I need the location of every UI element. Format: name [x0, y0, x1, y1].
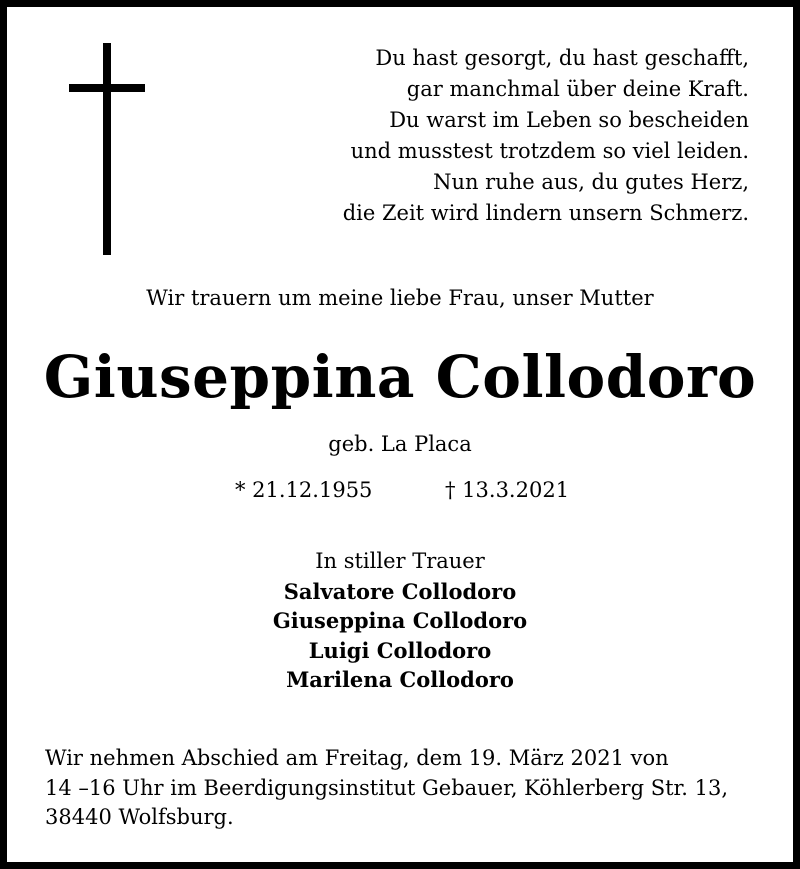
farewell-line: Wir nehmen Abschied am Freitag, dem 19. März 2021 von — [45, 746, 669, 770]
mourner-name: Luigi Collodoro — [308, 637, 492, 663]
poem-line: und musstest trotzdem so viel leiden. — [350, 139, 749, 163]
birth-date: * 21.12.1955 — [235, 478, 373, 502]
cross-horizontal-bar — [69, 84, 145, 92]
death-date: † 13.3.2021 — [445, 478, 570, 502]
mourner-name: Marilena Collodoro — [286, 667, 514, 692]
deceased-name: Giuseppina Collodoro — [43, 343, 757, 411]
mourner-name: Salvatore Collodoro — [283, 578, 517, 604]
maiden-name: geb. La Placa — [328, 432, 472, 456]
cross-icon — [69, 43, 145, 255]
farewell-line: 14 –16 Uhr im Beerdigungsinstitut Gebauer, Köhlerberg Str. 13, — [45, 775, 728, 800]
poem-line: Nun ruhe aus, du gutes Herz, — [433, 170, 749, 194]
poem-line: Du warst im Leben so bescheiden — [389, 108, 749, 132]
poem-line: Du hast gesorgt, du hast geschafft, — [375, 46, 749, 70]
poem-line: gar manchmal über deine Kraft. — [406, 77, 749, 101]
poem — [343, 43, 749, 229]
cross-vertical-bar — [103, 43, 111, 255]
mourners-heading: In stiller Trauer — [315, 549, 485, 573]
poem-line: die Zeit wird lindern unsern Schmerz. — [342, 201, 749, 225]
life-dates — [7, 475, 793, 505]
farewell-info — [45, 744, 728, 833]
farewell-line: 38440 Wolfsburg. — [45, 805, 234, 829]
mourner-name: Giuseppina Collodoro — [272, 608, 528, 633]
mourning-intro: Wir trauern um meine liebe Frau, unser Mutter — [146, 286, 654, 310]
mourners-block — [7, 547, 793, 695]
